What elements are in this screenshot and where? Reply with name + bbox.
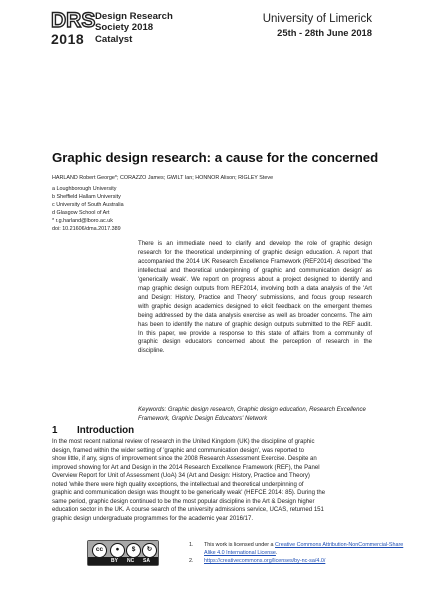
keywords-line: Framework, Graphic Design Educators' Network xyxy=(138,416,268,422)
sa-icon: ↻ xyxy=(142,543,157,558)
abstract-line: with graphic design academics designed to elicit feedback on the emergent themes xyxy=(138,303,372,310)
abstract-line: accompanied the 2014 UK Research Excellence Framework (REF2014) described 'the xyxy=(138,258,372,265)
nc-label: NC xyxy=(127,558,135,564)
author-list: HARLAND Robert George*; CORAZZO James; GWILT Ian; HONNOR Alison; RIGLEY Steve xyxy=(52,175,274,181)
drs-line-3: Catalyst xyxy=(95,33,133,45)
affiliation-c: c University of South Australia xyxy=(52,202,124,209)
body-line: In the most recent national review of research in the United Kingdom (UK) the discipline of graphic xyxy=(52,439,315,445)
abstract-line: graphic design educators concerned about the perception of research in the xyxy=(138,339,372,346)
footnote-1-continued xyxy=(189,549,379,557)
cc-badge-labels xyxy=(88,557,158,565)
drs-line-2: Society 2018 xyxy=(95,22,154,34)
abstract-line: There is an immediate need to clarify and develop the role of graphic design xyxy=(138,241,372,247)
drs-letters: DRS xyxy=(51,9,96,32)
conference-dates: 25th - 28th June 2018 xyxy=(277,27,372,38)
abstract-line: discipline. xyxy=(138,348,165,355)
abstract-line: map graphic design outputs from REF2014, involving both a data analysis of the 'Art xyxy=(138,285,372,292)
body-line: design, framed within the wider setting of 'graphic and communication design', was reported to xyxy=(52,447,305,454)
corresponding-email: * r.g.harland@lboro.ac.uk xyxy=(52,218,113,225)
affiliation-a: a Loughborough University xyxy=(52,186,117,192)
nc-icon: $ xyxy=(126,543,141,558)
doi: doi: 10.21606/dma.2017.389 xyxy=(52,226,121,233)
footnote-number: 1. xyxy=(189,542,194,548)
body-line: improved showing for Art and Design in the 2014 Research Excellence Framework (REF), the Panel xyxy=(52,464,320,471)
paper-title: Graphic design research: a cause for the concerned xyxy=(52,150,379,165)
body-line: education sector in the UK. A course search of the university admissions service, UCAS, returned 151 xyxy=(52,507,324,514)
abstract-line: 'generically weak'. We report on progress about a project designed to identify and xyxy=(138,276,372,283)
by-label: BY xyxy=(111,558,118,564)
footnotes xyxy=(189,541,404,565)
sa-label: SA xyxy=(143,558,150,564)
abstract-line: intellectual and theoretical underpinning of graphic and communication design' as xyxy=(138,267,372,274)
abstract-line: In this paper, we provide a response to this state of affairs from a community of xyxy=(138,330,372,337)
abstract-line: and Design: History, Practice and Theory' submissions, and focus group research xyxy=(138,294,372,301)
body-line: graphic design undergraduate programmes for the academic year 2016/17. xyxy=(52,515,254,522)
abstract-line: has been to identify the nature of graphic design outputs submitted to the REF audit. xyxy=(138,321,372,328)
footnote-end: . xyxy=(275,550,278,557)
body-line: show little, if any, signs of improvement since the 2008 Research Assessment Exercise. Despite an xyxy=(52,456,317,463)
cc-icon: cc xyxy=(92,543,107,558)
cc-license-badge[interactable] xyxy=(87,540,159,566)
footnote-text: This work is licensed under a xyxy=(204,542,274,548)
affiliation-d: d Glasgow School of Art xyxy=(52,210,110,217)
body-line: noted 'while there were high quality exceptions, the intellectual and theoretical underpinning of xyxy=(52,481,304,488)
footnote-number: 2. xyxy=(189,558,194,565)
affiliations xyxy=(52,185,124,234)
abstract xyxy=(138,240,372,356)
conference-info xyxy=(263,12,372,39)
license-url-link[interactable]: https://creativecommons.org/licenses/by-nc-sa/4.0/ xyxy=(204,558,326,565)
footnote-2 xyxy=(189,557,379,565)
university-name: University of Limerick xyxy=(262,13,372,25)
by-icon: ● xyxy=(110,543,125,558)
section-number: 1 xyxy=(52,425,58,436)
footnote-1 xyxy=(189,541,404,549)
body-line: same period, graphic design continued to be the most popular discipline in the Art & Design higher xyxy=(52,498,315,505)
license-link[interactable]: Creative Commons Attribution-NonCommercial-Share xyxy=(275,542,404,548)
body-line: graphic and communication design was thought to be generically weak' (HEFCE 2014: 85). During the xyxy=(52,490,326,497)
license-link-continued[interactable]: Alike 4.0 International License xyxy=(204,550,276,557)
drs-mark xyxy=(51,9,96,47)
introduction-body xyxy=(52,438,374,523)
body-line: Overview Report for Unit of Assessment (UoA) 34 (Art and Design: History, Practice and Theory) xyxy=(52,473,310,480)
keywords-line: Keywords: Graphic design research, Graphic design education, Research Excellence xyxy=(138,407,366,413)
abstract-line: being addressed by the data analysis exercise as well as broader concerns. The aim xyxy=(138,312,372,319)
drs-society-text xyxy=(95,11,205,45)
drs-year: 2018 xyxy=(51,31,85,47)
abstract-line: research for the theoretical underpinning of graphic design education. A report that xyxy=(138,249,372,256)
section-heading-introduction xyxy=(52,425,134,436)
keywords xyxy=(138,406,374,424)
section-title: Introduction xyxy=(77,425,135,436)
affiliation-b: b Sheffield Hallam University xyxy=(52,194,121,201)
drs-line-1: Design Research xyxy=(95,11,173,22)
